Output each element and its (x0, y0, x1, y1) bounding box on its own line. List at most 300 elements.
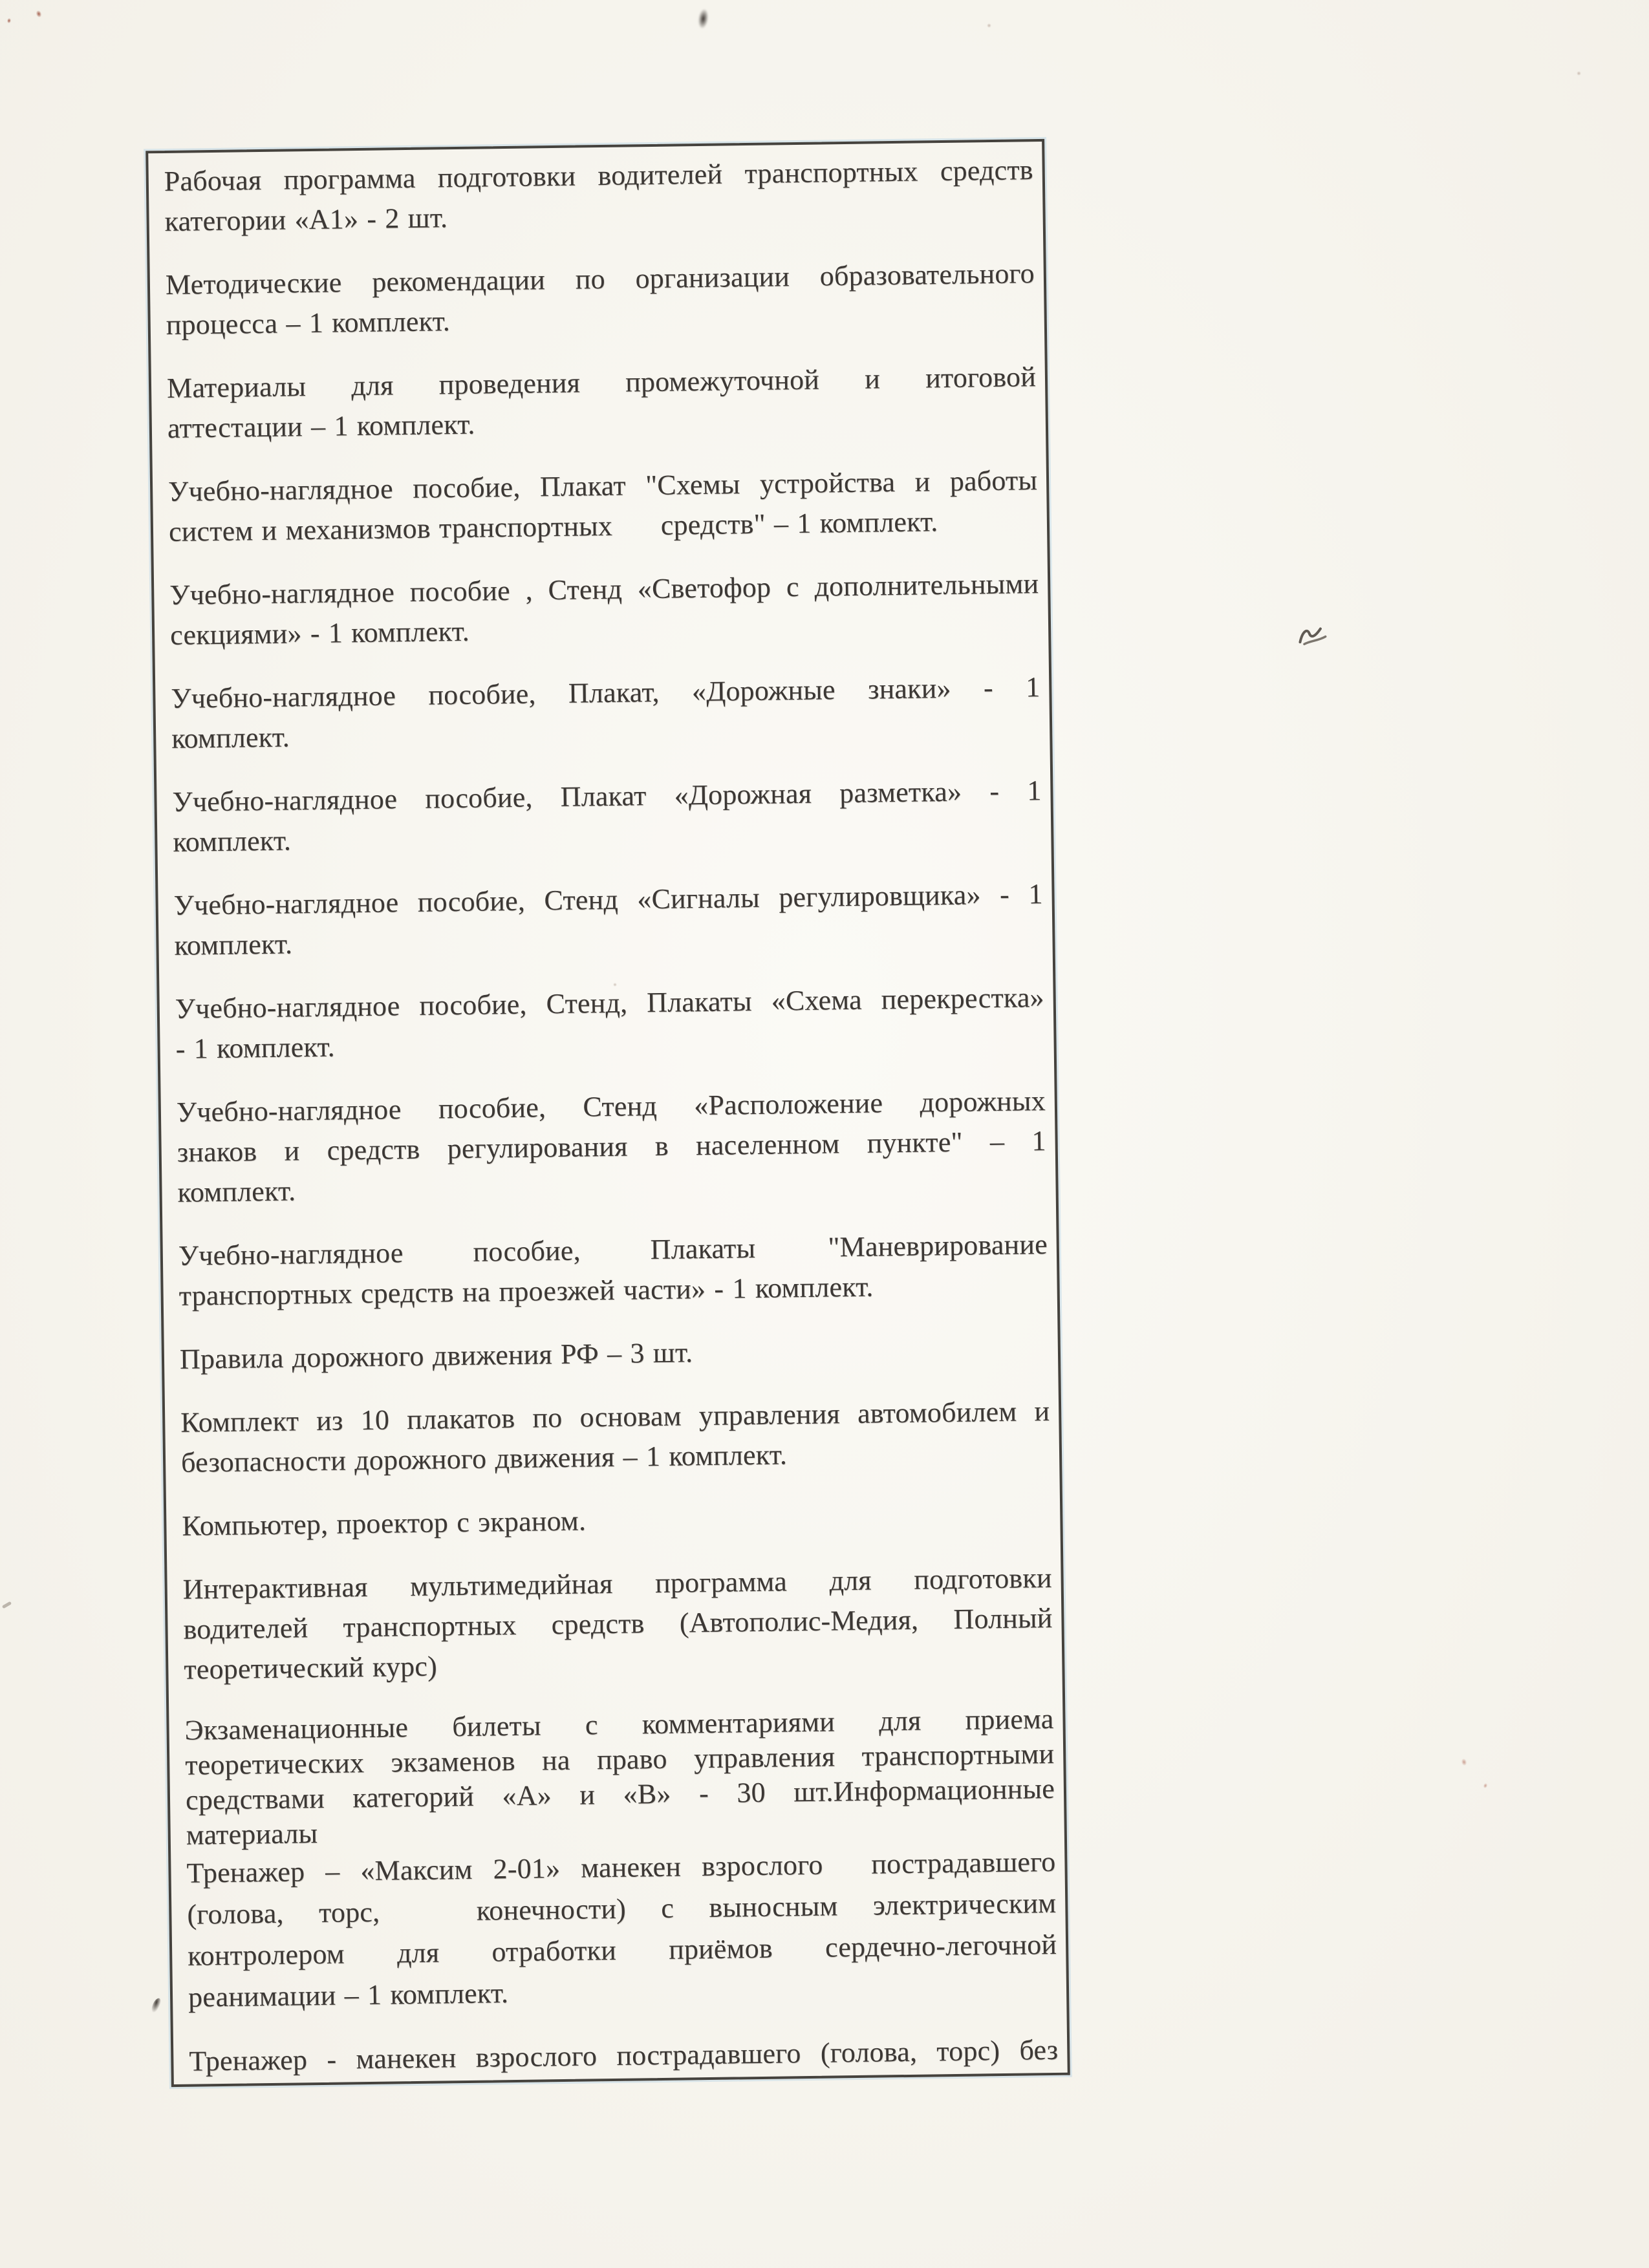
line-tail-space (938, 520, 1038, 521)
word: курс) (372, 1650, 438, 1683)
word-gap (660, 691, 692, 692)
word: аттестации (167, 410, 303, 444)
word-gap (963, 1141, 990, 1142)
paragraph (173, 873, 1044, 965)
word: Плакат (560, 779, 647, 813)
word-gap (306, 385, 351, 386)
word: транспортных (343, 1609, 517, 1643)
word: Учебно-наглядное (169, 575, 395, 611)
word: - (714, 1272, 724, 1305)
word: подготовки (437, 160, 576, 193)
word: автомобилем (857, 1395, 1017, 1429)
word: 2-01» (493, 1852, 561, 1885)
word: торс) (936, 2034, 1000, 2067)
word: на (462, 1275, 491, 1308)
word: Учебно-наглядное (178, 1236, 404, 1272)
word: – (310, 410, 326, 442)
word: - (366, 202, 377, 235)
word: «Дорожная (674, 777, 812, 811)
word-gap (612, 525, 661, 526)
paragraph (168, 460, 1039, 551)
word: в (654, 1129, 669, 1162)
word: средств (551, 1607, 645, 1640)
word: шт. (407, 201, 448, 234)
word: «Максим (360, 1853, 473, 1887)
word: перекрестка» (881, 981, 1045, 1015)
word: пункте" (867, 1126, 963, 1159)
table-cell-border (146, 139, 1070, 2087)
word: 1 (732, 1272, 747, 1304)
word: 1 (1028, 877, 1043, 910)
word: 1 (328, 616, 343, 649)
word: движения (495, 1440, 615, 1474)
line-tail-space (447, 209, 1033, 217)
word: – (989, 1125, 1005, 1157)
word: - (983, 671, 994, 703)
word: пособие, (428, 677, 536, 711)
word: 1 (1031, 1124, 1046, 1157)
word-gap (616, 1949, 669, 1950)
word: части» (623, 1272, 706, 1306)
scan-speck (151, 1997, 162, 2014)
scan-speck (6, 18, 11, 24)
word: средств (327, 1133, 420, 1166)
word: знаки» (867, 672, 951, 705)
word: пособие, (438, 1091, 546, 1124)
word: разметка» (839, 775, 962, 809)
word-gap (669, 1145, 696, 1146)
paragraph (184, 1701, 1055, 1852)
word: Учебно-наглядное (176, 1093, 402, 1128)
word-gap (581, 1249, 651, 1250)
line-tail-space (335, 1037, 1045, 1047)
word: с (660, 1892, 674, 1924)
word: рекомендации (371, 263, 546, 298)
word: Рабочая (164, 164, 262, 197)
paragraph (180, 1327, 1050, 1379)
word: теоретических (184, 1746, 365, 1781)
paragraph (177, 1080, 1047, 1212)
word-gap (674, 1907, 709, 1908)
scan-speck (35, 10, 42, 18)
text-line (180, 1327, 1050, 1379)
word-gap (999, 790, 1027, 791)
word: с (585, 1708, 598, 1741)
word: транспортных (744, 155, 918, 189)
word: без (1019, 2033, 1059, 2066)
scan-speck (1483, 1782, 1488, 1789)
word-gap (545, 279, 576, 280)
word: манекен (580, 1850, 682, 1884)
word: проектор (336, 1506, 449, 1540)
word: – (773, 507, 789, 540)
word: комплект. (356, 408, 475, 442)
word: 1 (1025, 670, 1040, 703)
word: билеты (451, 1709, 542, 1742)
word: образовательного (819, 257, 1035, 292)
word: транспортных (178, 1277, 353, 1312)
word: населенном (695, 1127, 840, 1161)
word-gap (396, 695, 428, 696)
word: 1 (1026, 774, 1042, 806)
word: 1 (193, 1032, 209, 1064)
word-gap (667, 1758, 694, 1759)
word: 1 (334, 409, 349, 442)
word: пособие, (417, 884, 526, 918)
word: и (284, 1134, 300, 1167)
word-gap (397, 798, 425, 799)
word-gap (580, 382, 625, 383)
paragraph (186, 1841, 1057, 2018)
paragraph (182, 1494, 1051, 1546)
paragraph (182, 1557, 1053, 1689)
word: комментариями (641, 1705, 835, 1740)
word: - (175, 1032, 186, 1065)
word: итоговой (925, 360, 1037, 394)
text-line (182, 1494, 1051, 1546)
word: и (914, 465, 931, 498)
word: дорожного (292, 1340, 424, 1374)
scan-speck (987, 23, 991, 28)
word: приёмов (668, 1932, 773, 1965)
word: конечности) (476, 1892, 627, 1927)
word: 30 (737, 1776, 766, 1808)
word: (голова, (187, 1897, 285, 1931)
word: «А1» (294, 202, 359, 235)
word: - (989, 775, 1000, 807)
word: Плакаты (650, 1232, 756, 1265)
word: взрослого (701, 1848, 823, 1882)
word-gap (284, 1912, 319, 1913)
word: манекен (356, 2041, 457, 2075)
word: программа (654, 1565, 788, 1599)
word: сердечно-легочной (824, 1928, 1057, 1963)
word: по (532, 1401, 563, 1434)
word: основам (579, 1400, 682, 1433)
line-tail-space (469, 623, 1039, 631)
word-gap (918, 1619, 953, 1620)
word-gap (325, 1797, 352, 1798)
word: пособие (409, 574, 511, 608)
word: Тренажер (186, 1855, 305, 1889)
word-gap (951, 687, 984, 688)
word: дополнительными (814, 567, 1039, 603)
word: Интерактивная (182, 1570, 368, 1605)
word: средствами (185, 1782, 325, 1816)
word: Экзаменационные (184, 1711, 409, 1746)
paragraph (175, 977, 1045, 1069)
word: Плакат, (568, 676, 660, 709)
word: взрослого (475, 2039, 598, 2073)
word: с (786, 570, 800, 603)
word: на (541, 1744, 570, 1776)
word: выносным (709, 1889, 838, 1923)
word: 1 (308, 306, 324, 339)
pen-scribble-mark (1294, 619, 1335, 649)
word-gap (773, 1947, 825, 1948)
word: Учебно-наглядное (172, 782, 398, 818)
word: (голова, (820, 2035, 918, 2069)
word: транспортными (861, 1737, 1055, 1772)
word: безопасности (180, 1444, 347, 1479)
word: «Дорожные (691, 673, 836, 707)
word: комплект. (216, 1031, 336, 1064)
word: «Светофор (637, 571, 771, 604)
word: приема (965, 1702, 1054, 1736)
word: – (286, 306, 301, 339)
word-gap (364, 1762, 391, 1763)
word: 1 (367, 1978, 382, 2011)
word-gap (819, 379, 865, 380)
word: «Схема (771, 983, 863, 1017)
word: , (525, 573, 534, 606)
word: Методические (165, 266, 342, 301)
word: для (878, 1704, 921, 1737)
word: проведения (438, 366, 581, 400)
word: и (579, 1778, 596, 1811)
word: комплект. (174, 927, 293, 961)
word: категории (164, 203, 286, 237)
word: Стенд (544, 883, 619, 916)
word: 1 (645, 1440, 661, 1472)
word-gap (541, 1725, 585, 1726)
word: материалы (186, 1817, 318, 1851)
word-gap (394, 384, 439, 385)
word: Правила (179, 1342, 284, 1375)
paragraph (172, 770, 1042, 862)
word-gap (872, 1579, 914, 1580)
word-gap (1004, 1140, 1031, 1141)
word: пособие, (412, 471, 521, 504)
word: пострадавшего (616, 2037, 801, 2071)
word: "Схемы (645, 467, 740, 501)
word: управления (698, 1397, 841, 1431)
text-line (189, 2029, 1059, 2081)
word: механизмов (285, 512, 431, 546)
word: устройства (759, 465, 896, 500)
line-tail-space (291, 830, 1042, 840)
word-gap (883, 1102, 920, 1103)
word: секциями» (169, 617, 302, 651)
scan-speck (613, 983, 617, 987)
word: реанимации (188, 1979, 336, 2013)
word: торс, (318, 1896, 380, 1929)
word-gap (595, 1794, 623, 1795)
word: водителей (598, 158, 723, 191)
word: категорий (352, 1780, 475, 1813)
word: Учебно-наглядное (167, 472, 394, 508)
word: комплект. (173, 824, 292, 858)
word: по (575, 262, 606, 295)
word: пособие, (473, 1234, 581, 1268)
word: экраном. (477, 1504, 587, 1538)
word-gap (709, 1792, 737, 1793)
word: регулирования (447, 1130, 628, 1164)
word-gap (835, 1756, 861, 1757)
line-tail-space (787, 1451, 1050, 1454)
word: Материалы (166, 370, 307, 404)
word: 10 (360, 1404, 390, 1436)
word: движения (432, 1338, 553, 1372)
word: электрическим (872, 1887, 1057, 1921)
word-gap (536, 693, 568, 694)
word: средств (940, 153, 1033, 187)
word-gap (380, 1910, 477, 1912)
word: теоретический (184, 1651, 365, 1685)
word: для (829, 1564, 872, 1597)
word-gap (308, 1627, 343, 1628)
word: дорожных (920, 1084, 1046, 1118)
word-gap (341, 282, 372, 283)
word: – (325, 1855, 340, 1887)
word: Тренажер (189, 2043, 308, 2077)
word: комплект. (669, 1438, 788, 1472)
line-tail-space (450, 313, 1035, 321)
paragraph (178, 1224, 1048, 1316)
word: Полный (953, 1601, 1053, 1635)
word: - (999, 878, 1010, 910)
word: (Автополис-Медия, (679, 1603, 919, 1639)
word: пострадавшего (870, 1845, 1056, 1880)
scan-speck (1577, 71, 1581, 76)
word: транспортных (438, 509, 613, 544)
word: для (396, 1936, 440, 1969)
word: и (261, 514, 277, 546)
scan-speck (2, 1601, 12, 1609)
word: 3 (630, 1336, 645, 1369)
scan-speck (697, 8, 709, 29)
word: Учебно-наглядное (171, 679, 396, 714)
paragraph (166, 253, 1036, 345)
word: пособие, (425, 781, 533, 815)
line-tail-space (873, 1284, 1048, 1287)
word: – (607, 1337, 622, 1369)
line-tail-space (693, 1347, 1049, 1352)
paragraph (189, 2029, 1059, 2081)
word: Плакат (539, 469, 627, 502)
word: проезжей (499, 1274, 616, 1307)
word-gap (299, 1150, 327, 1151)
word: комплект. (331, 305, 451, 339)
word: «Сигналы (637, 881, 760, 915)
word: средств (360, 1276, 455, 1309)
scan-speck (1461, 1758, 1468, 1766)
word: Стенд (548, 573, 623, 606)
line-tail-space (475, 416, 1036, 424)
word: организации (635, 260, 790, 294)
word-gap (345, 1952, 397, 1953)
word-gap (823, 1864, 872, 1865)
word: комплект. (177, 1174, 296, 1208)
word: систем (168, 514, 253, 548)
word: шт. (652, 1336, 693, 1369)
line-tail-space (586, 1514, 1051, 1521)
paragraph (180, 1391, 1051, 1482)
word: Плакаты (646, 985, 753, 1018)
word: программа (283, 162, 416, 196)
line-tail-space (437, 1658, 1053, 1666)
word: «Расположение (693, 1086, 883, 1121)
word: Компьютер, (182, 1508, 329, 1542)
word: с (456, 1506, 470, 1538)
word: знаков (177, 1135, 257, 1168)
word: подготовки (913, 1561, 1052, 1596)
word: процесса (166, 307, 278, 341)
word-gap (790, 276, 820, 277)
word: плакатов (406, 1402, 515, 1435)
word-gap (474, 1795, 502, 1796)
word: промежуточной (625, 363, 820, 398)
word: для (350, 369, 394, 401)
word-gap (835, 1721, 879, 1722)
word: 2 (385, 202, 400, 234)
word-gap (517, 1624, 552, 1625)
word: и (864, 362, 881, 395)
word: "Маневрирование (828, 1228, 1048, 1263)
word: – (623, 1440, 638, 1473)
paragraph (167, 356, 1037, 448)
word-gap (647, 795, 674, 796)
word-gap (368, 1586, 411, 1587)
word: из (316, 1404, 343, 1437)
word: пособие, (419, 988, 527, 1022)
word: управления (693, 1740, 835, 1774)
line-tail-space (296, 1181, 1046, 1190)
word-gap (657, 1105, 694, 1106)
line-tail-space (290, 727, 1040, 736)
word-gap (439, 1951, 491, 1952)
word: и (1034, 1395, 1050, 1427)
word-gap (605, 278, 636, 279)
word: Стенд (583, 1089, 658, 1123)
paragraph (169, 563, 1040, 655)
word: - (698, 1777, 709, 1809)
word: регулировщика» (778, 878, 981, 913)
word: комплект. (350, 615, 470, 648)
word-gap (420, 1148, 447, 1149)
word: экзаменов (391, 1744, 516, 1779)
word: отработки (491, 1934, 617, 1967)
word: комплект. (171, 720, 290, 754)
word: «А» (502, 1779, 552, 1812)
word-gap (402, 1108, 438, 1109)
word: комплект. (755, 1270, 874, 1304)
word: средств" (660, 508, 766, 541)
paragraph (171, 667, 1041, 758)
line-tail-space (292, 934, 1043, 943)
word: Учебно-наглядное (173, 886, 399, 921)
word: работы (949, 464, 1038, 497)
word: право (596, 1742, 667, 1775)
word: Комплект (180, 1404, 299, 1439)
word: РФ (560, 1337, 599, 1370)
paragraph (164, 149, 1034, 241)
word: дорожного (354, 1442, 487, 1476)
word: 1 (796, 507, 812, 539)
word-gap (839, 1143, 867, 1144)
line-tail-space (508, 1985, 1057, 1993)
word: водителей (183, 1611, 308, 1645)
word-gap (570, 1759, 597, 1760)
word-gap (838, 1905, 873, 1906)
word-gap (408, 1726, 452, 1727)
word: Стенд, (546, 987, 628, 1020)
word-gap (626, 1908, 661, 1909)
word: «В» (623, 1777, 671, 1810)
word: Учебно-наглядное (175, 989, 400, 1025)
word: мультимедийная (409, 1567, 613, 1602)
equipment-list (164, 149, 1058, 2081)
